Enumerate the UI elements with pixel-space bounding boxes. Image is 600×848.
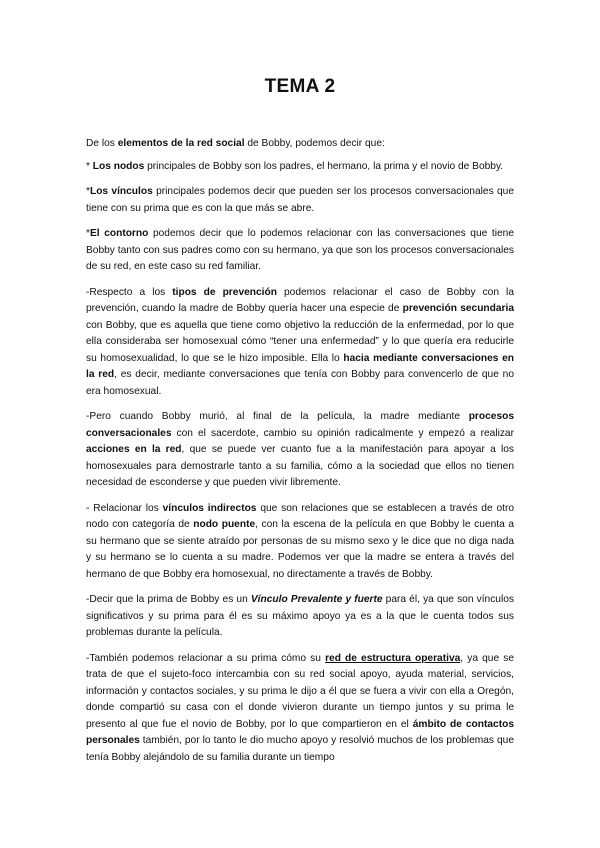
bold-text: nodo puente: [193, 519, 256, 530]
body-paragraph: [86, 226, 514, 276]
text-run: *: [86, 186, 90, 197]
text-run: *: [86, 228, 90, 239]
bold-text: hacia mediante conversaciones en la red: [86, 352, 515, 380]
text-run: podemos decir que lo podemos relacionar con las conversaciones que tiene Bobby tanto con sus padres como con su hermano, ya que son los procesos conversacionales de su red, en este caso su red familiar.: [86, 228, 514, 272]
text-run: principales de Bobby son los padres, el hermano, la prima y el novio de Bobby.: [144, 160, 504, 172]
bold-text: Vínculo Prevalente y fuerte: [250, 594, 383, 605]
text-run: , con la escena de la película en que Bobby le cuenta a su hermano que se siente atraído por personas de su mismo sexo y le dice que no diga nada y su hermano se lo cuenta a su madre. Podemos ver que la madre se entera a través del hermano de que Bobby era homosexual, no directamente a través de Bobby.: [86, 519, 514, 580]
body-paragraph: [86, 285, 514, 401]
text-run: , es decir, mediante conversaciones que tenía con Bobby para convencerlo de que no era homosexual.: [86, 369, 514, 397]
text-run: -Decir que la prima de Bobby es un: [86, 594, 251, 605]
document-body: [86, 136, 514, 775]
text-run: -Respecto a los: [86, 286, 173, 298]
text-run: *: [86, 160, 93, 172]
body-paragraph: [86, 159, 514, 176]
text-run: principales podemos decir que pueden ser los procesos conversacionales que tiene con su prima que es con la que más se abre.: [86, 186, 514, 214]
body-paragraph: [86, 184, 514, 217]
intro-paragraph: [86, 136, 514, 153]
text-run: -Pero cuando Bobby murió, al final de la película, la madre mediante: [86, 411, 469, 422]
bold-text: ámbito de contactos personales: [86, 718, 514, 746]
text-run: , ya que se trata de que el sujeto-foco intercambia con su red social apoyo, ayuda material, servicios, información y contactos sociales, y su prima le dijo a él que se fuera a vivir con ella a Oregón, donde compartió su casa con el donde vivieron durante un tiempo juntos y su prima le presento al que fue el novio de Bobby, por lo que compartieron en el: [86, 652, 514, 730]
bold-text: prevención secundaria: [402, 303, 514, 314]
text-run: De los: [86, 138, 118, 149]
body-paragraph: [86, 592, 514, 642]
text-run: con el sacerdote, cambio su opinión radicalmente y empezó a realizar: [171, 427, 514, 439]
body-paragraph: [86, 651, 514, 767]
text-run: para él, ya que son vínculos significativos y su prima para él es su máximo apoyo ya es a la que le cuenta todos sus problemas durante la película.: [86, 594, 514, 638]
text-run: con Bobby, que es aquella que tiene como objetivo la reducción de la enfermedad, por lo que ella consideraba ser homosexual cómo “tener una enfermedad” y lo que quería era reducirle su homosexualidad, lo que se le hizo imposible. Ella lo: [86, 319, 514, 364]
text-run: podemos relacionar el caso de Bobby con la prevención, cuando la madre de Bobby quería hacer una especie de: [86, 286, 514, 314]
text-run: -También podemos relacionar a su prima cómo su: [86, 652, 326, 664]
bold-text: Los nodos: [92, 160, 145, 172]
text-run: de Bobby, podemos decir que:: [244, 138, 385, 149]
text-run: , que se puede ver cuanto fue a la manifestación para apoyar a los homosexuales para demostrarle tanto a su familia, cómo a la sociedad que ellos no tienen necesidad de esconderse y que pueden vivir libremente.: [86, 444, 514, 488]
body-paragraph: [86, 501, 514, 584]
text-run: que son relaciones que se establecen a través de otro nodo con categoría de: [86, 502, 515, 530]
bold-text: El contorno: [89, 228, 149, 239]
bold-text: procesos conversacionales: [86, 411, 514, 439]
bold-text: red de estructura operativa: [325, 652, 461, 664]
text-run: - Relacionar los: [86, 502, 163, 514]
bold-text: tipos de prevención: [172, 286, 277, 298]
bold-text: acciones en la red: [86, 444, 182, 455]
bold-text: Los vínculos: [89, 186, 153, 197]
body-paragraph: [86, 409, 514, 492]
text-run: también, por lo tanto le dio mucho apoyo y resolvió muchos de los problemas que tenía Bobby alejándolo de su familia durante un tiempo: [86, 735, 514, 763]
bold-text: elementos de la red social: [117, 138, 245, 149]
bold-text: vínculos indirectos: [162, 502, 257, 514]
page-title: TEMA 2: [264, 76, 336, 97]
